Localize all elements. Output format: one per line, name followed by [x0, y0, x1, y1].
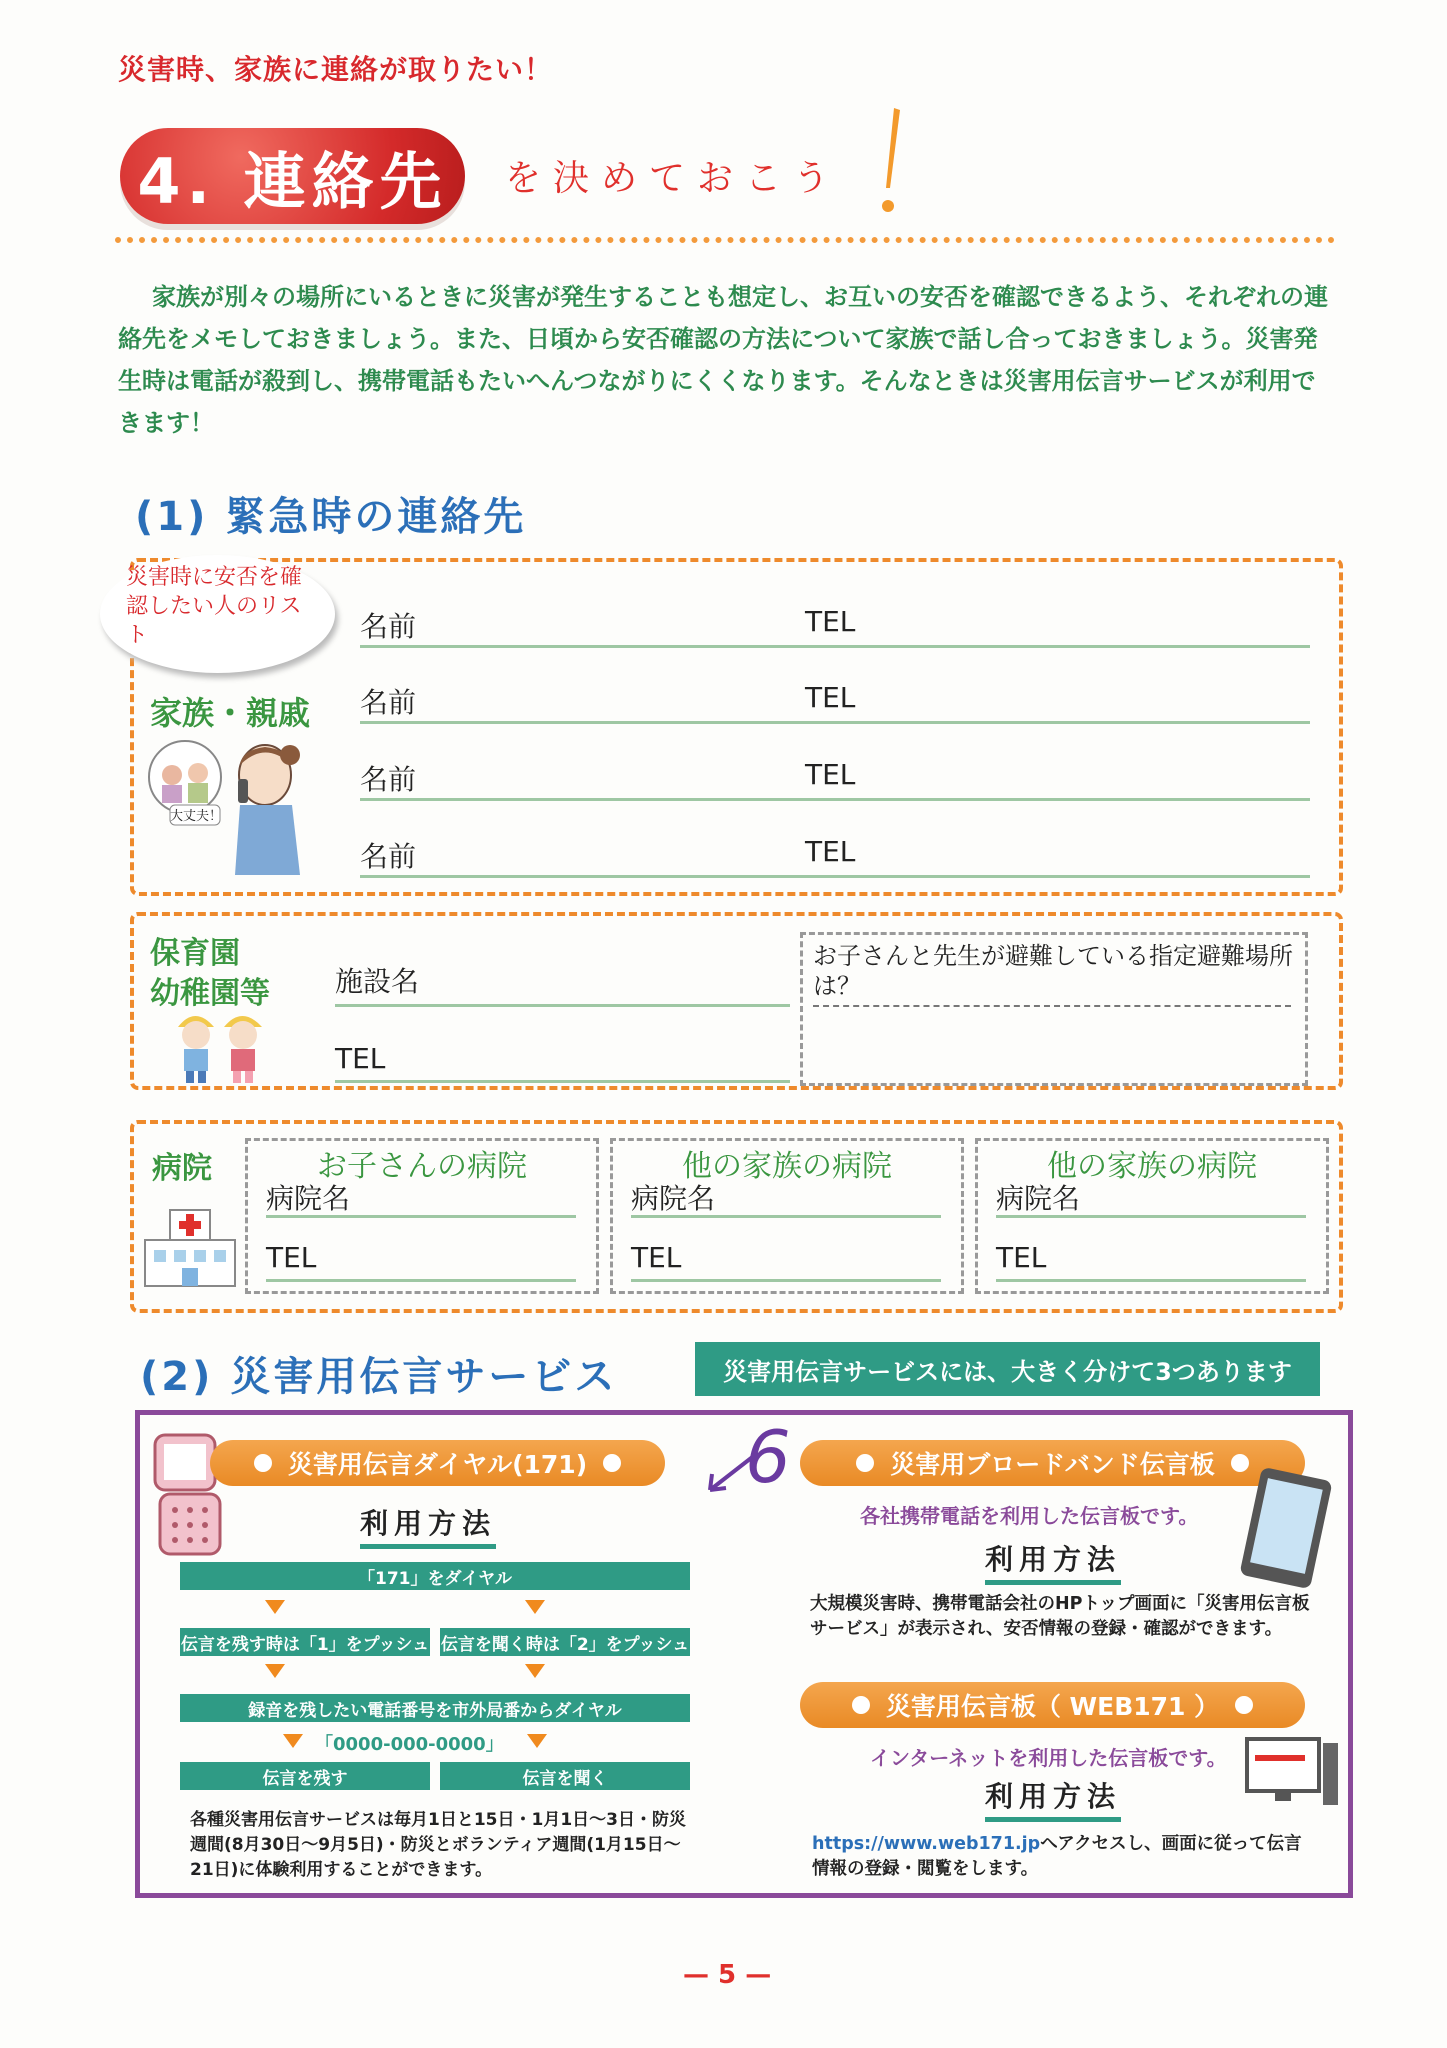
step-dial-number: 録音を残したい電話番号を市外局番からダイヤル — [180, 1694, 690, 1722]
hospital-card-title: 他の家族の病院 — [1047, 1149, 1257, 1184]
hospital-card[interactable] — [975, 1138, 1329, 1294]
hospital-name-label: 病院名 — [266, 1182, 351, 1215]
step-dial-171: 「171」をダイヤル — [180, 1562, 690, 1590]
shelter-divider — [813, 1005, 1291, 1007]
bullet-icon — [1235, 1696, 1253, 1714]
tel-label: TEL — [266, 1241, 317, 1274]
step-leave-message: 伝言を残す — [180, 1762, 430, 1790]
speech-text: 大丈夫！ — [170, 809, 223, 824]
broadband-title-text: 災害用ブロードバンド伝言板 — [890, 1450, 1215, 1479]
tel-label: TEL — [996, 1241, 1047, 1274]
intro-text: 家族が別々の場所にいるときに災害が発生することも想定し、お互いの安否を確認できるよう、それぞれの連絡先をメモしておきましょう。また、日頃から安否確認の方法について家族で話し合っておきましょう。災害発生時は電話が殺到し、携帯電話もたいへんつながりにくくなります。そんなときは災害用伝言サービスが利用できます！ — [118, 283, 1328, 437]
facility-name-field[interactable] — [335, 960, 790, 1007]
family-row[interactable] — [360, 681, 1310, 724]
tel-label: TEL — [805, 758, 856, 791]
section1-title: (1) 緊急時の連絡先 — [135, 494, 527, 540]
handwritten-note: 6 — [745, 1415, 791, 1499]
broadband-howto: 利用方法 — [985, 1538, 1121, 1585]
shelter-question: お子さんと先生が避難している指定避難場所は？ — [813, 942, 1293, 1000]
trial-note: 各種災害用伝言サービスは毎月1日と15日・1月1日〜3日・防災週間(8月30日〜9月5日)・防災とボランティア週間(1月15日〜21日)に体験利用することができます。 — [190, 1810, 686, 1880]
bullet-icon — [852, 1696, 870, 1714]
hospital-name-field[interactable] — [266, 1173, 576, 1218]
down-arrow-icon — [525, 1664, 545, 1678]
step-record-push-1: 伝言を残す時は「1」をプッシュ — [180, 1628, 430, 1656]
web171-howto: 利用方法 — [985, 1775, 1121, 1822]
children-illustration — [170, 1005, 270, 1085]
name-label: 名前 — [360, 840, 417, 873]
shelter-box[interactable] — [800, 932, 1308, 1086]
down-arrow-icon — [283, 1734, 303, 1748]
desktop-computer-icon — [1245, 1735, 1340, 1810]
hospital-name-label: 病院名 — [631, 1182, 716, 1215]
top-caption: 災害時、家族に連絡が取りたい！ — [118, 53, 554, 86]
section-title-pill — [120, 128, 465, 224]
broadband-desc: 大規模災害時、携帯電話会社のHPトップ画面に「災害用伝言板サービス」が表示され、安否情報の登録・確認ができます。 — [810, 1594, 1310, 1639]
web171-lead: インターネットを利用した伝言板です。 — [870, 1746, 1227, 1770]
hospital-card[interactable] — [245, 1138, 599, 1294]
page-subtitle: を決めておこう — [505, 158, 842, 199]
hospital-name-label: 病院名 — [996, 1182, 1081, 1215]
example-number: 「0000-000-0000」 — [315, 1734, 504, 1755]
services-banner: 災害用伝言サービスには、大きく分けて3つあります — [695, 1342, 1320, 1396]
bullet-icon — [254, 1454, 272, 1472]
hospital-tel-field[interactable] — [631, 1237, 941, 1282]
tel-label: TEL — [335, 1042, 386, 1075]
kindergarten-label: 幼稚園等 — [150, 976, 270, 1011]
woman-phone-illustration — [140, 735, 315, 875]
dial-title-text: 災害用伝言ダイヤル(171) — [287, 1450, 588, 1479]
tel-label: TEL — [805, 681, 856, 714]
web171-title-text: 災害用伝言板（ WEB171 ） — [885, 1692, 1220, 1721]
family-row[interactable] — [360, 758, 1310, 801]
dial-howto: 利用方法 — [360, 1502, 496, 1549]
hospital-tel-field[interactable] — [266, 1237, 576, 1282]
name-label: 名前 — [360, 610, 417, 643]
down-arrow-icon — [265, 1664, 285, 1678]
family-row[interactable] — [360, 835, 1310, 878]
facility-label: 施設名 — [335, 965, 420, 998]
page-number: — 5 — — [683, 1960, 772, 1990]
exclamation-icon — [880, 108, 902, 216]
hospital-icon — [140, 1200, 240, 1290]
family-row[interactable] — [360, 605, 1310, 648]
family-label: 家族・親戚 — [150, 694, 311, 732]
header-divider — [115, 237, 1335, 243]
down-arrow-icon — [265, 1600, 285, 1614]
broadband-lead: 各社携帯電話を利用した伝言板です。 — [860, 1504, 1199, 1528]
web171-url[interactable]: https://www.web171.jp — [812, 1834, 1041, 1854]
down-arrow-icon — [525, 1600, 545, 1614]
bullet-icon — [603, 1454, 621, 1472]
arrow-icon — [700, 1450, 760, 1500]
broadband-service-title — [800, 1440, 1305, 1486]
list-bubble-text: 災害時に安否を確認したい人のリスト — [126, 565, 303, 648]
step-hear-message: 伝言を聞く — [440, 1762, 690, 1790]
step-listen-push-2: 伝言を聞く時は「2」をプッシュ — [440, 1628, 690, 1656]
down-arrow-icon — [527, 1734, 547, 1748]
web171-desc — [812, 1832, 1317, 1882]
web171-desc-text: へアクセスし、画面に従って伝言情報の登録・閲覧をします。 — [812, 1834, 1302, 1879]
tel-label: TEL — [805, 605, 856, 638]
web171-service-title — [800, 1682, 1305, 1728]
hospital-card-title: 他の家族の病院 — [682, 1149, 892, 1184]
facility-tel-field[interactable] — [335, 1040, 790, 1083]
hospital-tel-field[interactable] — [996, 1237, 1306, 1282]
hospital-name-field[interactable] — [631, 1173, 941, 1218]
smartphone-icon — [1240, 1468, 1335, 1588]
hospital-label: 病院 — [152, 1151, 212, 1186]
section2-title: (2) 災害用伝言サービス — [140, 1354, 618, 1400]
tel-label: TEL — [805, 835, 856, 868]
hospital-name-field[interactable] — [996, 1173, 1306, 1218]
name-label: 名前 — [360, 686, 417, 719]
dial-service-title — [210, 1440, 665, 1486]
bullet-icon — [856, 1454, 874, 1472]
hospital-card-title: お子さんの病院 — [317, 1149, 527, 1184]
name-label: 名前 — [360, 763, 417, 796]
page-title: 4. 連絡先 — [137, 144, 448, 218]
tel-label: TEL — [631, 1241, 682, 1274]
hospital-card[interactable] — [610, 1138, 964, 1294]
nursery-label: 保育園 — [150, 936, 240, 971]
